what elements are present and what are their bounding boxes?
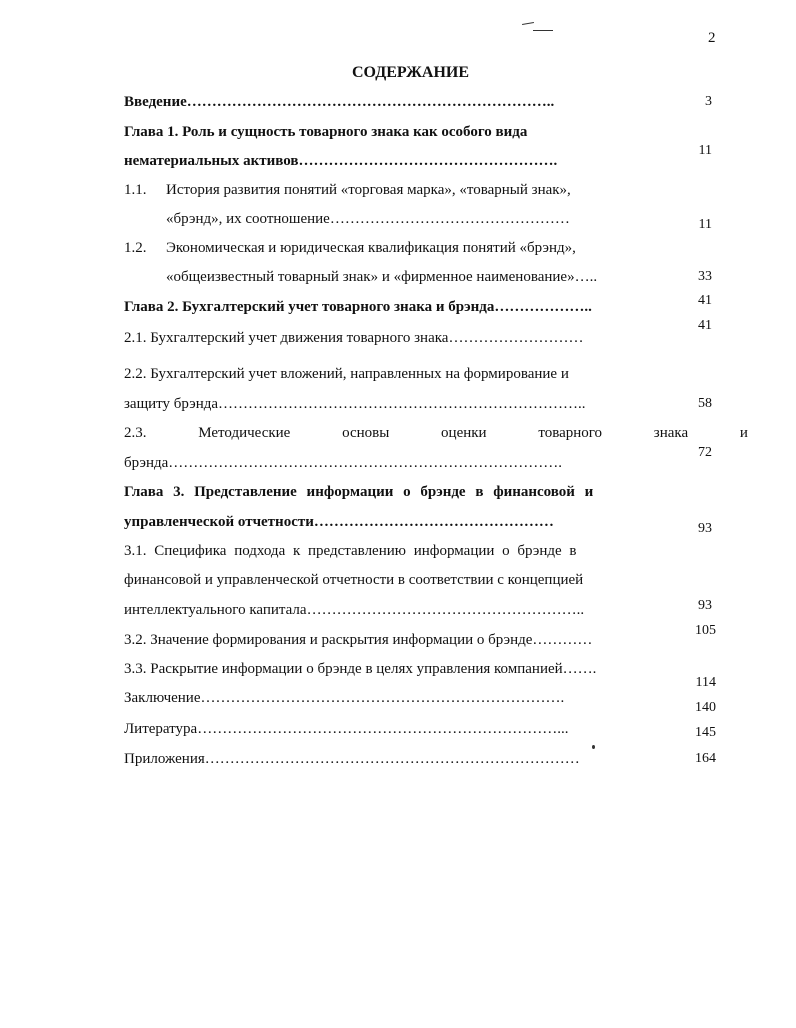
toc-entry-chapter-1-line2: нематериальных активов……………………………………………. <box>124 153 558 169</box>
toc-entry-chapter-1-line1: Глава 1. Роль и сущность товарного знака как особого вида <box>124 124 528 140</box>
toc-entry-1-1-line1: История развития понятий «торговая марка», «товарный знак», <box>166 182 571 198</box>
toc-entry-chapter-3-line1: Глава 3. Представление информации о брэнде в финансовой и <box>124 484 594 500</box>
scan-speck <box>592 745 595 749</box>
scan-mark <box>522 22 534 25</box>
toc-page-chapter-2: 41 <box>698 293 712 308</box>
contents-title: СОДЕРЖАНИЕ <box>352 64 470 81</box>
toc-entry-1-1-line2: «брэнд», их соотношение………………………………………… <box>166 211 570 227</box>
scan-mark <box>533 30 553 31</box>
toc-entry-chapter-3-line2: управленческой отчетности………………………………………… <box>124 514 554 530</box>
toc-page-conclusion: 140 <box>695 700 716 715</box>
toc-page-1-2: 33 <box>698 269 712 284</box>
toc-page-3-1: 93 <box>698 598 712 613</box>
toc-entry-2-3-line1-text: 2.3. Методические основы оценки товарного знака и <box>124 425 748 441</box>
toc-entry-3-1-line2: финансовой и управленческой отчетности в соответствии с концепцией <box>124 572 584 588</box>
toc-entry-appendices: Приложения………………………………………………………………… <box>124 751 580 767</box>
toc-page-literature: 145 <box>695 725 716 740</box>
toc-entry-2-3-line1 <box>124 425 748 442</box>
toc-page-1-1: 11 <box>698 217 712 232</box>
toc-entry-2-2-line2: защиту брэнда……………………………………………………………….. <box>124 396 586 412</box>
toc-entry-3-1-line3: интеллектуального капитала……………………………………………….. <box>124 602 585 618</box>
toc-num-1-2: 1.2. <box>124 240 147 256</box>
toc-page-2-3: 72 <box>698 445 712 460</box>
toc-page-chapter-1: 11 <box>698 143 712 158</box>
toc-page-2-2: 58 <box>698 396 712 411</box>
toc-entry-1-2-line1: Экономическая и юридическая квалификация понятий «брэнд», <box>166 240 576 256</box>
toc-num-1-1: 1.1. <box>124 182 147 198</box>
toc-entry-1-2-line2: «общеизвестный товарный знак» и «фирменное наименование»….. <box>166 269 598 285</box>
page-number: 2 <box>708 30 716 46</box>
toc-entry-literature: Литература………………………………………………………………... <box>124 721 569 737</box>
toc-entry-3-2: 3.2. Значение формирования и раскрытия информации о брэнде………… <box>124 632 593 648</box>
toc-entry-chapter-2: Глава 2. Бухгалтерский учет товарного знака и брэнда……………….. <box>124 299 592 315</box>
toc-page-2-1: 41 <box>698 318 712 333</box>
toc-page-appendices: 164 <box>695 751 716 766</box>
toc-entry-2-2-line1: 2.2. Бухгалтерский учет вложений, направленных на формирование и <box>124 366 569 382</box>
toc-page-intro: 3 <box>705 94 712 109</box>
toc-entry-2-3-line2: брэнда……………………………………………………………………. <box>124 455 563 471</box>
toc-page-chapter-3: 93 <box>698 521 712 536</box>
toc-page-3-3: 114 <box>695 675 716 690</box>
toc-entry-conclusion: Заключение………………………………………………………………. <box>124 690 565 706</box>
toc-entry-3-1-line1: 3.1. Специфика подхода к представлению информации о брэнде в <box>124 543 577 559</box>
toc-entry-3-3: 3.3. Раскрытие информации о брэнде в целях управления компанией……. <box>124 661 597 677</box>
toc-entry-intro: Введение……………………………………………………………….. <box>124 94 555 110</box>
toc-entry-2-1: 2.1. Бухгалтерский учет движения товарного знака……………………… <box>124 330 584 346</box>
toc-page-3-2: 105 <box>695 623 716 638</box>
